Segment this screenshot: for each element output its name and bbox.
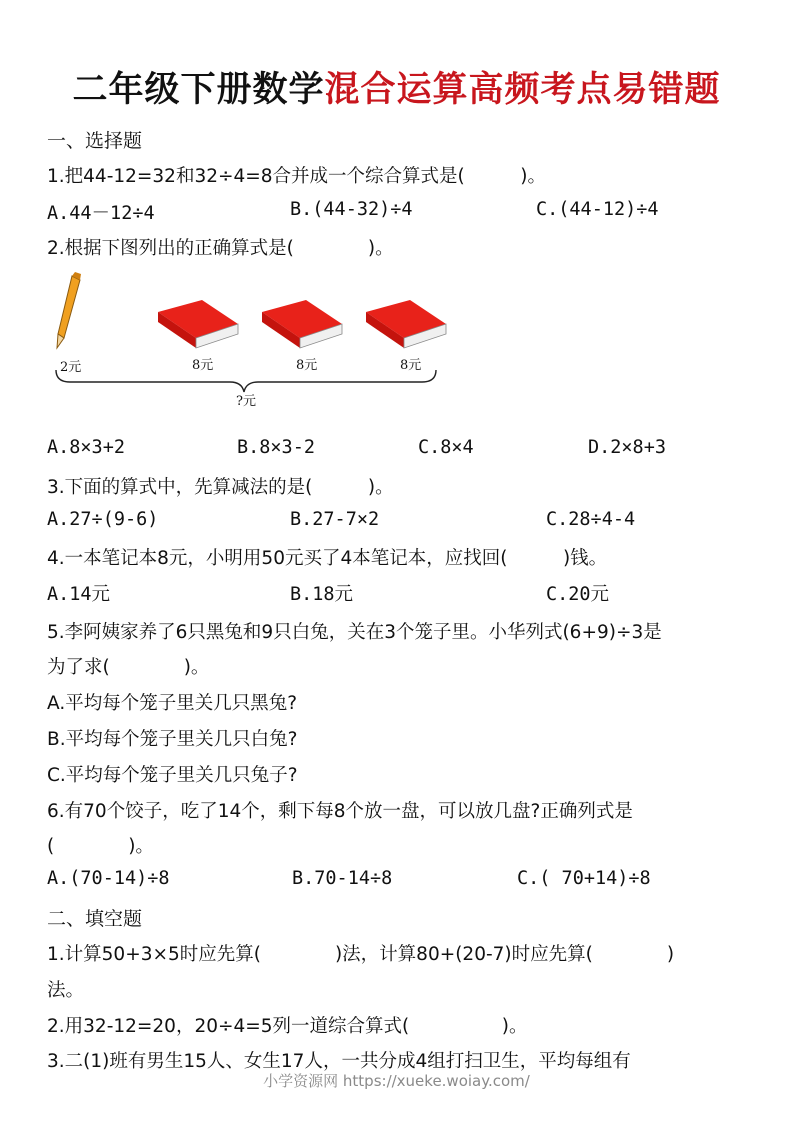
q1-stem: 1.把44-12=32和32÷4=8合并成一个综合算式是( )。 [47, 166, 546, 187]
total-brace [56, 370, 436, 392]
page-title [0, 62, 793, 112]
q2-figure [50, 272, 450, 412]
pencil-price-label: 2元 [60, 360, 82, 375]
q2-stem: 2.根据下图列出的正确算式是( )。 [47, 238, 394, 259]
q2-option-b: B.8×3-2 [237, 437, 315, 458]
q1-option-c: C.(44-12)÷4 [536, 199, 659, 220]
q1-option-a: A.44－12÷4 [47, 203, 155, 224]
book-price-label: 8元 [296, 358, 318, 373]
f1-stem-line1: 1.计算50+3×5时应先算( )法，计算80+(20-7)时应先算( ) [47, 944, 675, 965]
total-price-label: ?元 [236, 394, 256, 409]
book-icon [158, 300, 238, 348]
q3-option-c: C.28÷4-4 [546, 509, 636, 530]
q2-option-c: C.8×4 [418, 437, 474, 458]
q3-option-b: B.27-7×2 [290, 509, 380, 530]
section-fill-heading: 二、填空题 [47, 908, 143, 930]
q6-option-c: C.( 70+14)÷8 [517, 868, 651, 889]
pencil-icon [57, 272, 81, 348]
f3-stem: 3.二(1)班有男生15人、女生17人，一共分成4组打扫卫生，平均每组有 [47, 1051, 631, 1072]
title-part2: 混合运算高频考点易错题 [324, 70, 721, 110]
q4-option-b: B.18元 [290, 584, 354, 605]
q2-option-a: A.8×3+2 [47, 437, 125, 458]
f1-stem-line2: 法。 [47, 980, 85, 1001]
book-icon [262, 300, 342, 348]
q4-option-c: C.20元 [546, 584, 610, 605]
f2-stem: 2.用32-12=20，20÷4=5列一道综合算式( )。 [47, 1016, 528, 1037]
q5-stem-line2: 为了求( )。 [47, 657, 210, 678]
q1-option-b: B.(44-32)÷4 [290, 199, 413, 220]
q6-stem-line2: ( )。 [47, 836, 154, 857]
section-choice-heading: 一、选择题 [47, 130, 143, 152]
q5-stem-line1: 5.李阿姨家养了6只黑兔和9只白兔，关在3个笼子里。小华列式(6+9)÷3是 [47, 622, 662, 643]
q6-option-a: A.(70-14)÷8 [47, 868, 170, 889]
q4-stem: 4.一本笔记本8元，小明用50元买了4本笔记本，应找回( )钱。 [47, 548, 608, 569]
book-price-label: 8元 [400, 358, 422, 373]
q4-option-a: A.14元 [47, 584, 111, 605]
q5-option-c: C.平均每个笼子里关几只兔子? [47, 765, 298, 786]
q3-option-a: A.27÷(9-6) [47, 509, 159, 530]
q5-option-b: B.平均每个笼子里关几只白兔? [47, 729, 298, 750]
footer-watermark: 小学资源网 https://xueke.woiay.com/ [263, 1072, 530, 1090]
q6-stem-line1: 6.有70个饺子，吃了14个，剩下每8个放一盘，可以放几盘?正确列式是 [47, 801, 633, 822]
title-part1: 二年级下册数学 [72, 70, 325, 110]
q3-stem: 3.下面的算式中，先算减法的是( )。 [47, 477, 394, 498]
q6-option-b: B.70-14÷8 [292, 868, 393, 889]
q5-option-a: A.平均每个笼子里关几只黑兔? [47, 693, 298, 714]
q2-option-d: D.2×8+3 [588, 437, 666, 458]
book-icon [366, 300, 446, 348]
book-price-label: 8元 [192, 358, 214, 373]
